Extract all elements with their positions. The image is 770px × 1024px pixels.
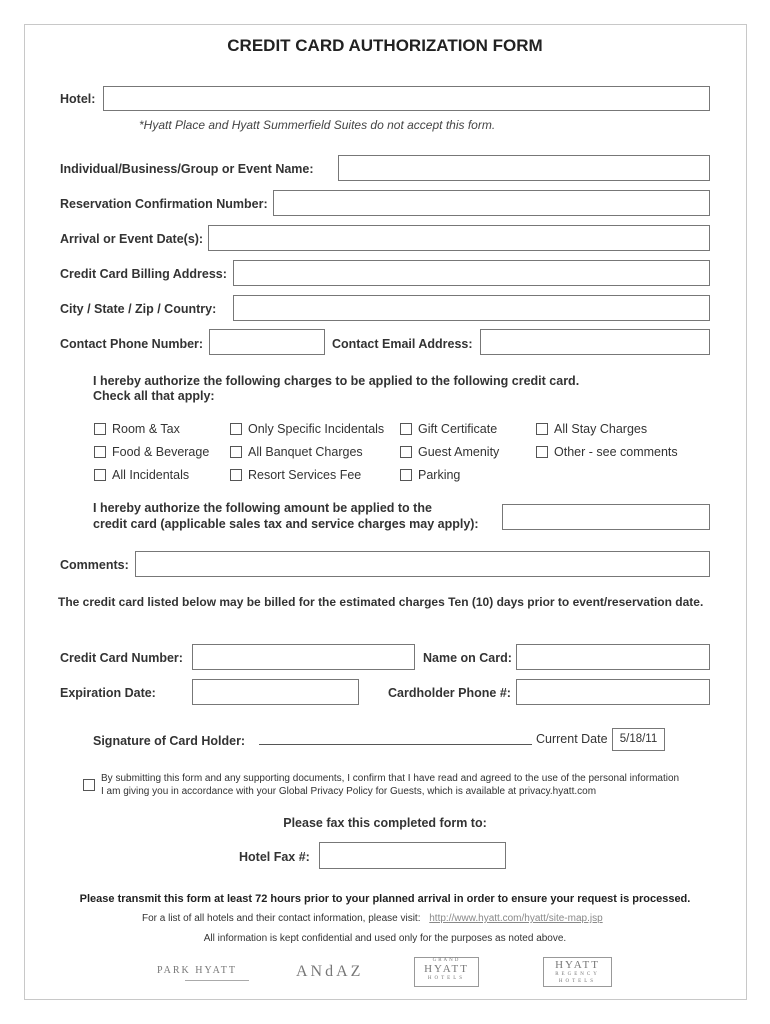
checkbox-box[interactable] xyxy=(536,446,548,458)
expiration-label: Expiration Date: xyxy=(60,686,156,700)
card-number-label: Credit Card Number: xyxy=(60,651,183,665)
checkbox-box[interactable] xyxy=(94,446,106,458)
checkbox-gift-certificate[interactable] xyxy=(400,422,497,436)
checkbox-box[interactable] xyxy=(230,446,242,458)
site-list-line xyxy=(142,913,603,924)
individual-name-label: Individual/Business/Group or Event Name: xyxy=(60,162,314,176)
checkbox-all-stay[interactable] xyxy=(536,422,647,436)
card-number-input[interactable] xyxy=(192,644,415,670)
confirmation-label: Reservation Confirmation Number: xyxy=(60,197,268,211)
privacy-text-1: By submitting this form and any supporting documents, I confirm that I have read and agreed to the use of the personal information xyxy=(101,773,680,784)
checkbox-box[interactable] xyxy=(400,446,412,458)
check-all-text: Check all that apply: xyxy=(93,389,215,403)
current-date-value[interactable]: 5/18/11 xyxy=(612,728,665,751)
phone-label: Contact Phone Number: xyxy=(60,337,204,351)
checkbox-label: Gift Certificate xyxy=(418,422,498,436)
city-input[interactable] xyxy=(233,295,710,321)
form-title: CREDIT CARD AUTHORIZATION FORM xyxy=(227,36,543,55)
billing-notice: The credit card listed below may be billed for the estimated charges Ten (10) days prior to event/reservation date. xyxy=(58,595,704,609)
checkbox-resort-fee[interactable] xyxy=(230,468,361,482)
amount-input[interactable] xyxy=(502,504,710,530)
privacy-checkbox[interactable] xyxy=(83,779,95,791)
site-list-text: For a list of all hotels and their contact information, please visit: xyxy=(142,913,421,924)
checkbox-banquet[interactable] xyxy=(230,445,363,459)
authorize-amount-text-2: credit card (applicable sales tax and service charges may apply): xyxy=(93,517,479,531)
billing-input[interactable] xyxy=(233,260,710,286)
comments-input[interactable] xyxy=(135,551,710,577)
arrival-input[interactable] xyxy=(208,225,710,251)
cardholder-phone-input[interactable] xyxy=(516,679,710,705)
grand-hyatt-top: GRAND xyxy=(432,958,461,963)
checkbox-room-tax[interactable] xyxy=(94,422,180,436)
checkbox-guest-amenity[interactable] xyxy=(400,445,499,459)
email-label: Contact Email Address: xyxy=(332,337,473,351)
checkbox-box[interactable] xyxy=(94,423,106,435)
hotel-input[interactable] xyxy=(103,86,710,111)
grand-hyatt-name: HYATT xyxy=(424,963,469,975)
comments-label: Comments: xyxy=(60,558,129,572)
confidential-notice: All information is kept confidential and used only for the purposes as noted above. xyxy=(203,933,567,944)
checkbox-label: All Incidentals xyxy=(112,468,190,482)
checkbox-label: Food & Beverage xyxy=(112,445,210,459)
hyatt-regency-bottom: HOTELS xyxy=(558,979,597,984)
checkbox-label: Other - see comments xyxy=(554,445,678,459)
hyatt-regency-logo xyxy=(543,957,612,987)
fax-heading: Please fax this completed form to: xyxy=(283,816,487,830)
checkbox-label: Room & Tax xyxy=(112,422,180,436)
checkbox-label: Resort Services Fee xyxy=(248,468,362,482)
hotel-label: Hotel: xyxy=(60,92,96,106)
andaz-logo: ANdAZ xyxy=(296,963,364,980)
expiration-input[interactable] xyxy=(192,679,359,705)
checkbox-box[interactable] xyxy=(536,423,548,435)
arrival-label: Arrival or Event Date(s): xyxy=(60,232,204,246)
checkbox-box[interactable] xyxy=(230,423,242,435)
park-hyatt-logo xyxy=(157,965,249,981)
checkbox-box[interactable] xyxy=(400,469,412,481)
park-hyatt-underline xyxy=(185,980,249,981)
checkbox-label: Guest Amenity xyxy=(418,445,500,459)
checkbox-food-beverage[interactable] xyxy=(94,445,209,459)
authorize-amount-text: I hereby authorize the following amount be applied to the xyxy=(93,501,432,515)
authorize-charges-text: I hereby authorize the following charges to be applied to the following credit card. xyxy=(93,374,580,388)
email-input[interactable] xyxy=(480,329,710,355)
checkbox-box[interactable] xyxy=(400,423,412,435)
name-on-card-label: Name on Card: xyxy=(423,651,512,665)
hyatt-regency-name: HYATT xyxy=(555,959,600,971)
hyatt-regency-mid: REGENCY xyxy=(555,972,600,977)
checkbox-parking[interactable] xyxy=(400,468,460,482)
billing-label: Credit Card Billing Address: xyxy=(60,267,227,281)
phone-input[interactable] xyxy=(209,329,325,355)
checkbox-other[interactable] xyxy=(536,445,678,459)
park-hyatt-text: PARK HYATT xyxy=(157,965,237,976)
checkbox-specific-incidentals[interactable] xyxy=(230,422,384,436)
checkbox-label: Only Specific Incidentals xyxy=(248,422,385,436)
name-on-card-input[interactable] xyxy=(516,644,710,670)
grand-hyatt-logo xyxy=(414,957,479,987)
hotel-note: *Hyatt Place and Hyatt Summerfield Suites do not accept this form. xyxy=(139,118,496,132)
privacy-text-2: I am giving you in accordance with your Global Privacy Policy for Guests, which is available at privacy.hyatt.com xyxy=(101,786,597,797)
transmit-notice: Please transmit this form at least 72 hours prior to your planned arrival in order to ensure your request is processed. xyxy=(79,893,691,905)
confirmation-input[interactable] xyxy=(273,190,710,216)
hotel-fax-input[interactable] xyxy=(319,842,506,869)
current-date-label: Current Date xyxy=(536,732,608,746)
site-map-link[interactable]: http://www.hyatt.com/hyatt/site-map.jsp xyxy=(429,913,603,924)
hotel-fax-label: Hotel Fax #: xyxy=(239,850,310,864)
grand-hyatt-bottom: HOTELS xyxy=(427,976,466,981)
city-label: City / State / Zip / Country: xyxy=(60,302,217,316)
signature-label: Signature of Card Holder: xyxy=(93,734,246,748)
checkbox-label: All Banquet Charges xyxy=(248,445,363,459)
checkbox-box[interactable] xyxy=(94,469,106,481)
individual-name-input[interactable] xyxy=(338,155,710,181)
checkbox-all-incidentals[interactable] xyxy=(94,468,189,482)
cardholder-phone-label: Cardholder Phone #: xyxy=(388,686,511,700)
signature-line[interactable] xyxy=(259,744,532,745)
checkbox-label: Parking xyxy=(418,468,461,482)
checkbox-label: All Stay Charges xyxy=(554,422,648,436)
checkbox-box[interactable] xyxy=(230,469,242,481)
